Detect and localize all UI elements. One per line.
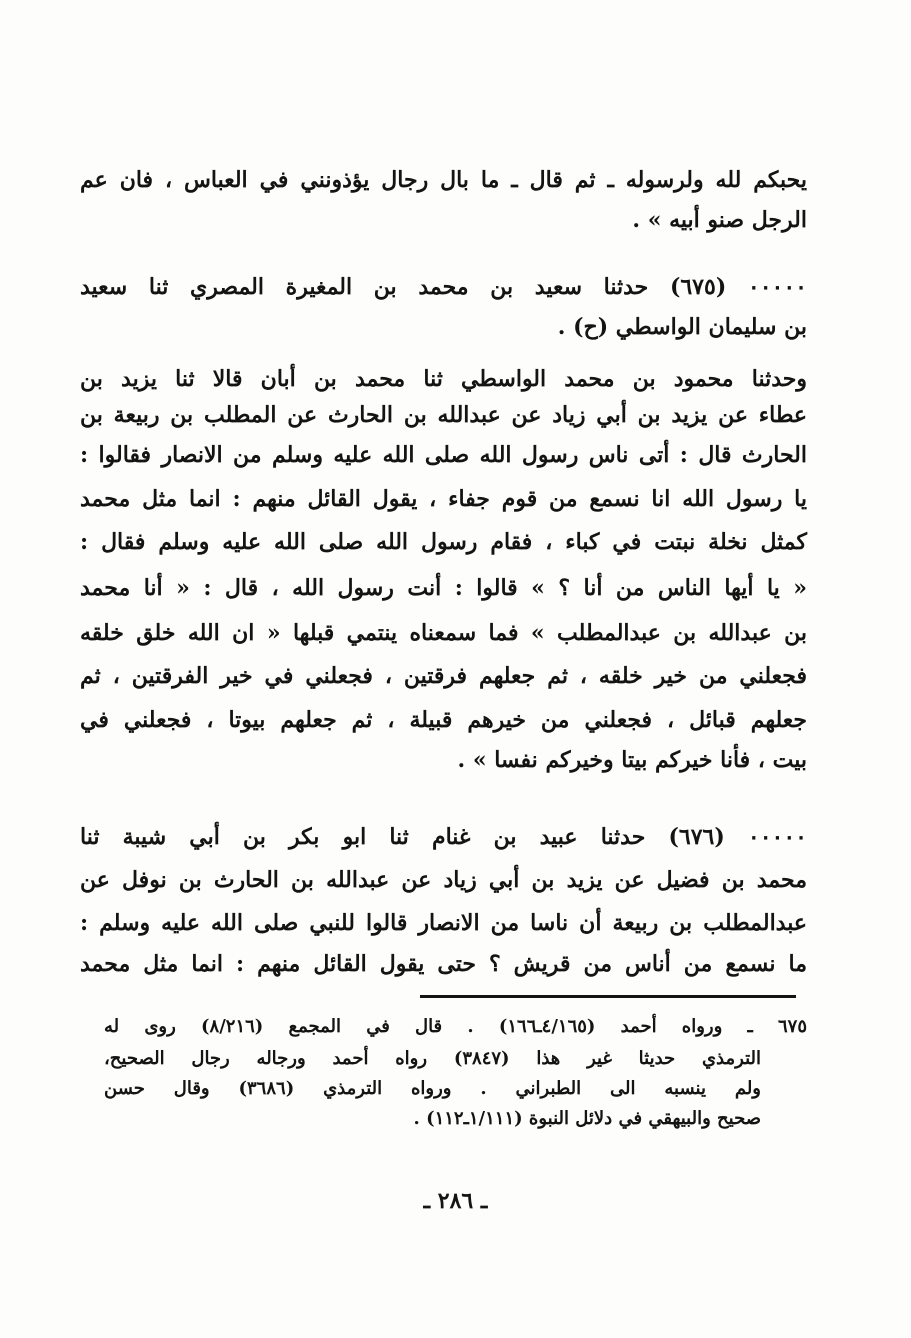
text-line: بيت ، فأنا خيركم بيتا وخيركم نفسا » .	[457, 747, 807, 773]
text-line: ٠٠٠٠٠ (٦٧٥) حدثنا سعيد بن محمد بن المغيرة المصري ثنا سعيد	[80, 274, 807, 300]
footnote-line: ٦٧٥ ـ ورواه أحمد (٤/١٦٥ـ١٦٦) . قال في المجمع (٨/٢١٦) روى له	[104, 1016, 807, 1037]
text-line: عبدالمطلب بن ربيعة أن ناسا من الانصار قالوا للنبي صلى الله عليه وسلم :	[80, 910, 807, 936]
text-line: جعلهم قبائل ، فجعلني من خيرهم قبيلة ، ثم جعلهم بيوتا ، فجعلني في	[80, 707, 807, 733]
text-line: وحدثنا محمود بن محمد الواسطي ثنا محمد بن أبان قالا ثنا يزيد بن	[80, 366, 807, 392]
text-line: كمثل نخلة نبتت في كباء ، فقام رسول الله صلى الله عليه وسلم فقال :	[80, 529, 807, 555]
text-line: بن عبدالله بن عبدالمطلب » فما سمعناه ينتمي قبلها « ان الله خلق خلقه	[80, 620, 807, 646]
page-number: ـ ٢٨٦ ـ	[423, 1188, 488, 1214]
text-line: ٠٠٠٠٠ (٦٧٦) حدثنا عبيد بن غنام ثنا ابو بكر بن أبي شيبة ثنا	[80, 824, 807, 850]
text-line: يا رسول الله انا نسمع من قوم جفاء ، يقول القائل منهم : انما مثل محمد	[80, 486, 807, 512]
text-line: يحبكم لله ولرسوله ـ ثم قال ـ ما بال رجال يؤذونني في العباس ، فان عم	[80, 167, 807, 193]
text-line: ما نسمع من أناس من قريش ؟ حتى يقول القائل منهم : انما مثل محمد	[80, 951, 807, 977]
footnote-separator	[420, 995, 796, 998]
text-line: « يا أيها الناس من أنا ؟ » قالوا : أنت رسول الله ، قال : « أنا محمد	[80, 575, 807, 601]
text-line: الحارث قال : أتى ناس رسول الله صلى الله عليه وسلم من الانصار فقالوا :	[80, 442, 807, 468]
footnote-line: الترمذي حديثا غير هذا (٣٨٤٧) رواه أحمد ورجاله رجال الصحيح،	[104, 1048, 761, 1069]
footnote-line: صحيح والبيهقي في دلائل النبوة (١/١١١ـ١١٢) .	[413, 1108, 761, 1129]
text-line: فجعلني من خير خلقه ، ثم جعلهم فرقتين ، فجعلني في خير الفرقتين ، ثم	[80, 663, 807, 689]
text-line: محمد بن فضيل عن يزيد بن أبي زياد عن عبدالله بن الحارث بن نوفل عن	[80, 867, 807, 893]
text-line: بن سليمان الواسطي (ح) .	[557, 314, 807, 340]
footnote-line: ولم ينسبه الى الطبراني . ورواه الترمذي (٣٦٨٦) وقال حسن	[104, 1078, 761, 1099]
text-line: الرجل صنو أبيه » .	[632, 207, 807, 233]
text-line: عطاء عن يزيد بن أبي زياد عن عبدالله بن الحارث عن المطلب بن ربيعة بن	[80, 402, 807, 428]
